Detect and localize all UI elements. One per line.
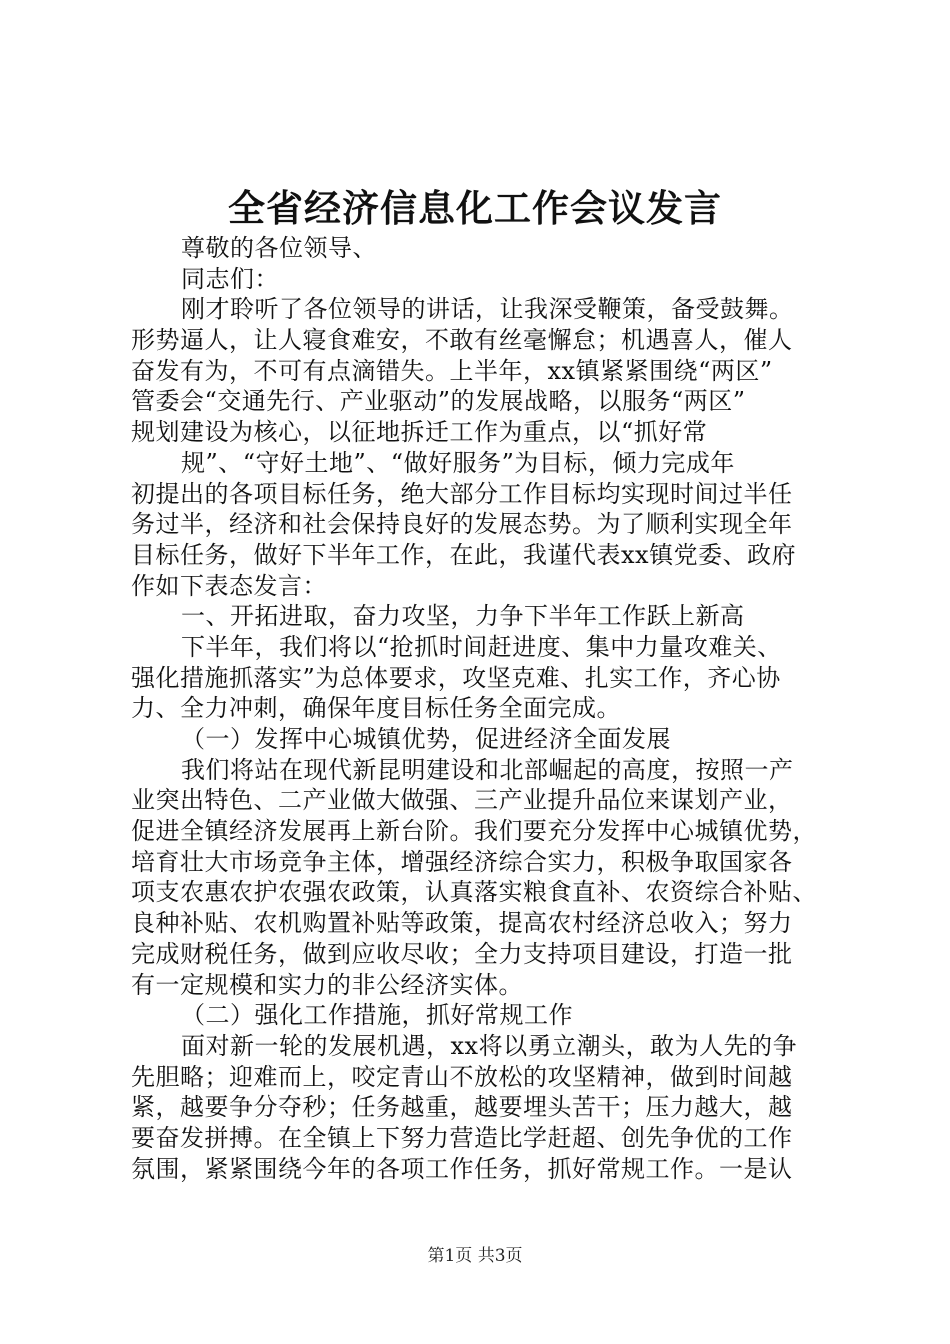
text-line: 规”、“守好土地”、“做好服务”为目标，倾力完成年 <box>181 448 735 477</box>
text-line: 管委会“交通先行、产业驱动”的发展战略，以服务“两区” <box>131 387 746 416</box>
text-line: 项支农惠农护农强农政策，认真落实粮食直补、农资综合补贴、 <box>131 878 817 907</box>
subsection-heading: （二）强化工作措施，抓好常规工作 <box>181 1001 573 1030</box>
text-line: 尊敬的各位领导、 <box>181 234 377 262</box>
text-line: 强化措施抓落实”为总体要求，攻坚克难、扎实工作，齐心协 <box>131 663 781 692</box>
document-body <box>131 233 831 1184</box>
text-line: 作如下表态发言： <box>131 571 327 600</box>
text-line: 目标任务，做好下半年工作，在此，我谨代表xx镇党委、政府 <box>131 540 797 569</box>
text-line: 同志们： <box>181 264 279 293</box>
text-line: 务过半，经济和社会保持良好的发展态势。为了顺利实现全年 <box>131 510 793 539</box>
text-line: 有一定规模和实力的非公经济实体。 <box>131 970 523 999</box>
text-line: 业突出特色、二产业做大做强、三产业提升品位来谋划产业， <box>131 786 793 815</box>
text-line: 要奋发拼搏。在全镇上下努力营造比学赶超、创先争优的工作 <box>131 1123 793 1152</box>
text-line: 氛围，紧紧围绕今年的各项工作任务，抓好常规工作。一是认 <box>131 1154 793 1183</box>
text-line: 培育壮大市场竞争主体，增强经济综合实力，积极争取国家各 <box>131 847 793 876</box>
text-line: 我们将站在现代新昆明建设和北部崛起的高度，按照一产 <box>181 755 794 784</box>
subsection-heading: （一）发挥中心城镇优势，促进经济全面发展 <box>181 725 671 753</box>
text-line: 奋发有为，不可有点滴错失。上半年，xx镇紧紧围绕“两区” <box>131 356 773 385</box>
text-line: 刚才聆听了各位领导的讲话，让我深受鞭策，备受鼓舞。 <box>181 295 794 324</box>
text-line: 下半年，我们将以“抢抓时间赶进度、集中力量攻难关、 <box>181 632 782 661</box>
document-title: 全省经济信息化工作会议发言 <box>228 186 722 230</box>
text-line: 完成财税任务，做到应收尽收；全力支持项目建设，打造一批 <box>131 939 793 968</box>
page-number-footer: 第1页 共3页 <box>427 1246 523 1266</box>
text-line: 初提出的各项目标任务，绝大部分工作目标均实现时间过半任 <box>131 479 793 508</box>
text-line: 促进全镇经济发展再上新台阶。我们要充分发挥中心城镇优势， <box>131 817 817 846</box>
text-line: 良种补贴、农机购置补贴等政策，提高农村经济总收入；努力 <box>131 909 793 938</box>
text-line: 紧，越要争分夺秒；任务越重，越要埋头苦干；压力越大，越 <box>131 1093 793 1122</box>
text-line: 力、全力冲刺，确保年度目标任务全面完成。 <box>131 694 621 723</box>
text-line: 形势逼人，让人寝食难安，不敢有丝毫懈怠；机遇喜人，催人 <box>131 326 793 355</box>
section-heading: 一、开拓进取，奋力攻坚，力争下半年工作跃上新高 <box>181 602 745 631</box>
text-line: 先胆略；迎难而上，咬定青山不放松的攻坚精神，做到时间越 <box>131 1062 793 1091</box>
text-line: 规划建设为核心，以征地拆迁工作为重点，以“抓好常 <box>131 418 708 447</box>
text-line: 面对新一轮的发展机遇，xx将以勇立潮头，敢为人先的争 <box>181 1031 798 1060</box>
